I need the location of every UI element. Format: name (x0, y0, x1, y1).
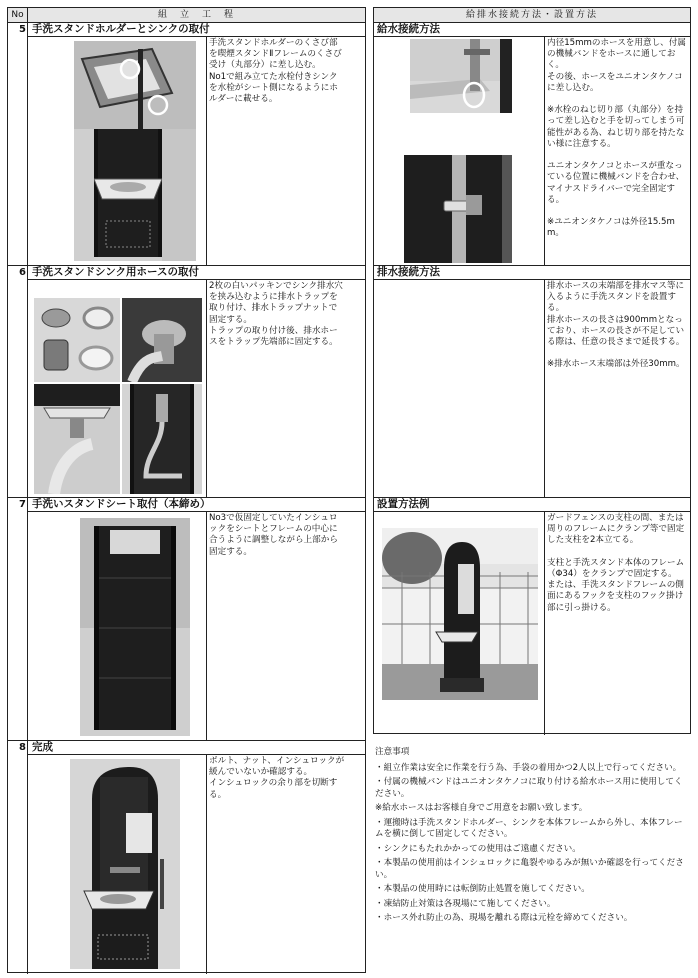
header-assembly-title: 組 立 工 程 (157, 10, 235, 20)
cautions-title: 注意事項 (375, 747, 410, 757)
trap-underside-photo (34, 384, 120, 494)
step-number: 8 (19, 742, 26, 753)
step-title: 手洗スタンドホルダーとシンクの取付 (32, 23, 210, 35)
section-title: 給水接続方法 (377, 23, 440, 35)
caution-item: ・運搬時は手洗スタンドホルダー、シンクを本体フレームから外し、本体フレームを横に倒して固定してください。 (375, 817, 683, 839)
section-title: 設置方法例 (377, 498, 430, 510)
step-number: 7 (19, 499, 26, 510)
caution-item: ・本製品の使用時には転倒防止処置を施してください。 (375, 884, 590, 894)
step-number: 6 (19, 267, 26, 278)
cautions (375, 747, 690, 928)
step-number: 5 (19, 24, 26, 35)
plumbing-installation-table (373, 7, 691, 734)
step-description: 手洗スタンドホルダーのくさび部を喫煙スタンドⅡフレームのくさび受け（丸部分）に差し込む。 No1で組み立てた水栓付きシンクを水栓がシート側になるようにホルダーに載せる。 (209, 38, 342, 105)
stand-sheet-photo (80, 518, 190, 736)
caution-item: ・ホース外れ防止の為、現場を離れる際は元栓を締めてください。 (375, 913, 633, 923)
section-description: 排水ホースの末端部を排水マス等に入るように手洗スタンドを設置する。 排水ホースの長さは900mmとなっており、ホースの長さが不足している際は、任意の長さまで延長する。 ※排水ホース末端部は外径30mm。 (547, 281, 685, 370)
step-description: 2枚の白いパッキンでシンク排水穴を挟み込むように排水トラップを取り付け、排水トラップナットで固定する。 トラップの取り付け後、排水ホースをトラップ先端部に固定する。 (209, 281, 343, 348)
step-8 (8, 741, 365, 974)
step-description: ボルト、ナット、インシュロックが緩んでいないか確認する。 インシュロックの余り部を切断する。 (209, 756, 345, 800)
caution-item: ※給水ホースはお客様自身でご用意をお願い致します。 (375, 803, 588, 813)
caution-item: ・シンクにもたれかかっての使用はご遠慮ください。 (375, 843, 581, 854)
hose-connected-photo (122, 384, 202, 494)
drain-trap-parts-photo (34, 298, 120, 382)
header-plumbing-title: 給排水接続方法・設置方法 (465, 10, 598, 20)
step-title: 手洗スタンドシンク用ホースの取付 (32, 266, 200, 278)
assembly-table-header (8, 8, 365, 23)
header-no: No (8, 8, 28, 22)
sink-holder-photo (74, 41, 196, 261)
hose-band-photo (404, 155, 512, 263)
fence-installation-photo (382, 528, 538, 700)
step-5 (8, 23, 365, 266)
caution-item: ・凍結防止対策は各現場にて施してください。 (375, 898, 556, 909)
section-description: ガードフェンスの支柱の間、または周りのフレームにクランプ等で固定した支柱を2本立てる。 支柱と手洗スタンド本体のフレーム（Φ34）をクランプで固定する。 または、手洗スタンドフレームの側面にあるフックを支柱のフック掛け部に引っ掛ける。 (547, 513, 685, 613)
section-description: 内径15mmのホースを用意し、付属の機械バンドをホースに通しておく。 その後、ホースをユニオンタケノコに差し込む。 ※水栓のねじ切り部（丸部分）を持って差し込むと手を切ってしまう可能性がある為、ねじ切り部を持たない様に注意する。 ユニオンタケノコとホースが重なっている位置に機械バンドを合わせ、マイナスドライバーで完全固定する。 ※ユニオンタケノコは外径15.5mm。 (547, 38, 686, 239)
step-7 (8, 498, 365, 741)
step-6 (8, 266, 365, 498)
completed-stand-photo (70, 759, 180, 969)
section-title: 排水接続方法 (377, 266, 440, 278)
caution-item: ・組立作業は安全に作業を行う為、手袋の着用かつ2人以上で行ってください。 (375, 762, 682, 773)
caution-item: ・付属の機械バンドはユニオンタケノコに取り付ける給水ホース用に使用してください。 (375, 777, 683, 799)
faucet-thread-photo (410, 39, 512, 113)
plumbing-table-header (374, 8, 690, 23)
trap-install-photo (122, 298, 202, 382)
water-supply-section (374, 23, 690, 266)
step-title: 完成 (32, 741, 53, 753)
step-description: No3で仮固定していたインシュロックをシートとフレームの中心に合うように調整しながら上部から固定する。 (209, 513, 338, 557)
installation-example-section (374, 498, 690, 735)
assembly-process-table (7, 7, 366, 973)
caution-item: ・本製品の使用前はインシュロックに亀裂やゆるみが無いか確認を行ってください。 (375, 858, 684, 880)
step-title: 手洗いスタンドシート取付（本締め） (32, 498, 211, 510)
drain-section (374, 266, 690, 498)
